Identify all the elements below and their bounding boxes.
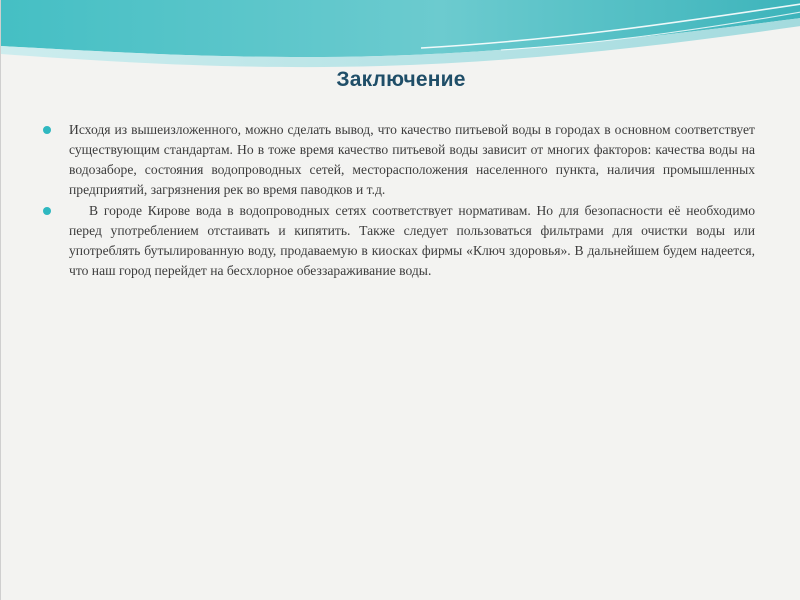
bullet-icon	[43, 126, 51, 134]
slide-body	[43, 120, 755, 282]
paragraph-conclusion-kirov	[43, 201, 755, 281]
paragraph-text: В городе Кирове вода в водопроводных сетях соответствует нормативам. Но для безопасности её необходимо перед употреблением отстаивать и кипятить. Также следует пользоваться фильтрами для очистки воды или употреблять бутылированную воду, продаваемую в киосках фирмы «Ключ здоровья». В дальнейшем будем надеется, что наш город перейдет на бесхлорное обеззараживание воды.	[69, 203, 755, 278]
bullet-icon	[43, 207, 51, 215]
slide-title: Заключение	[336, 68, 466, 91]
paragraph-conclusion-general	[43, 120, 755, 200]
header-wave-decoration	[1, 0, 800, 110]
paragraph-text: Исходя из вышеизложенного, можно сделать вывод, что качество питьевой воды в городах в основном соответствует существующим стандартам. Но в тоже время качество питьевой воды зависит от многих факторов: качества воды на водозаборе, состояния водопроводных сетей, месторасположения населенного пункта, наличия промышленных предприятий, загрязнения рек во время паводков и т.д.	[69, 122, 755, 197]
